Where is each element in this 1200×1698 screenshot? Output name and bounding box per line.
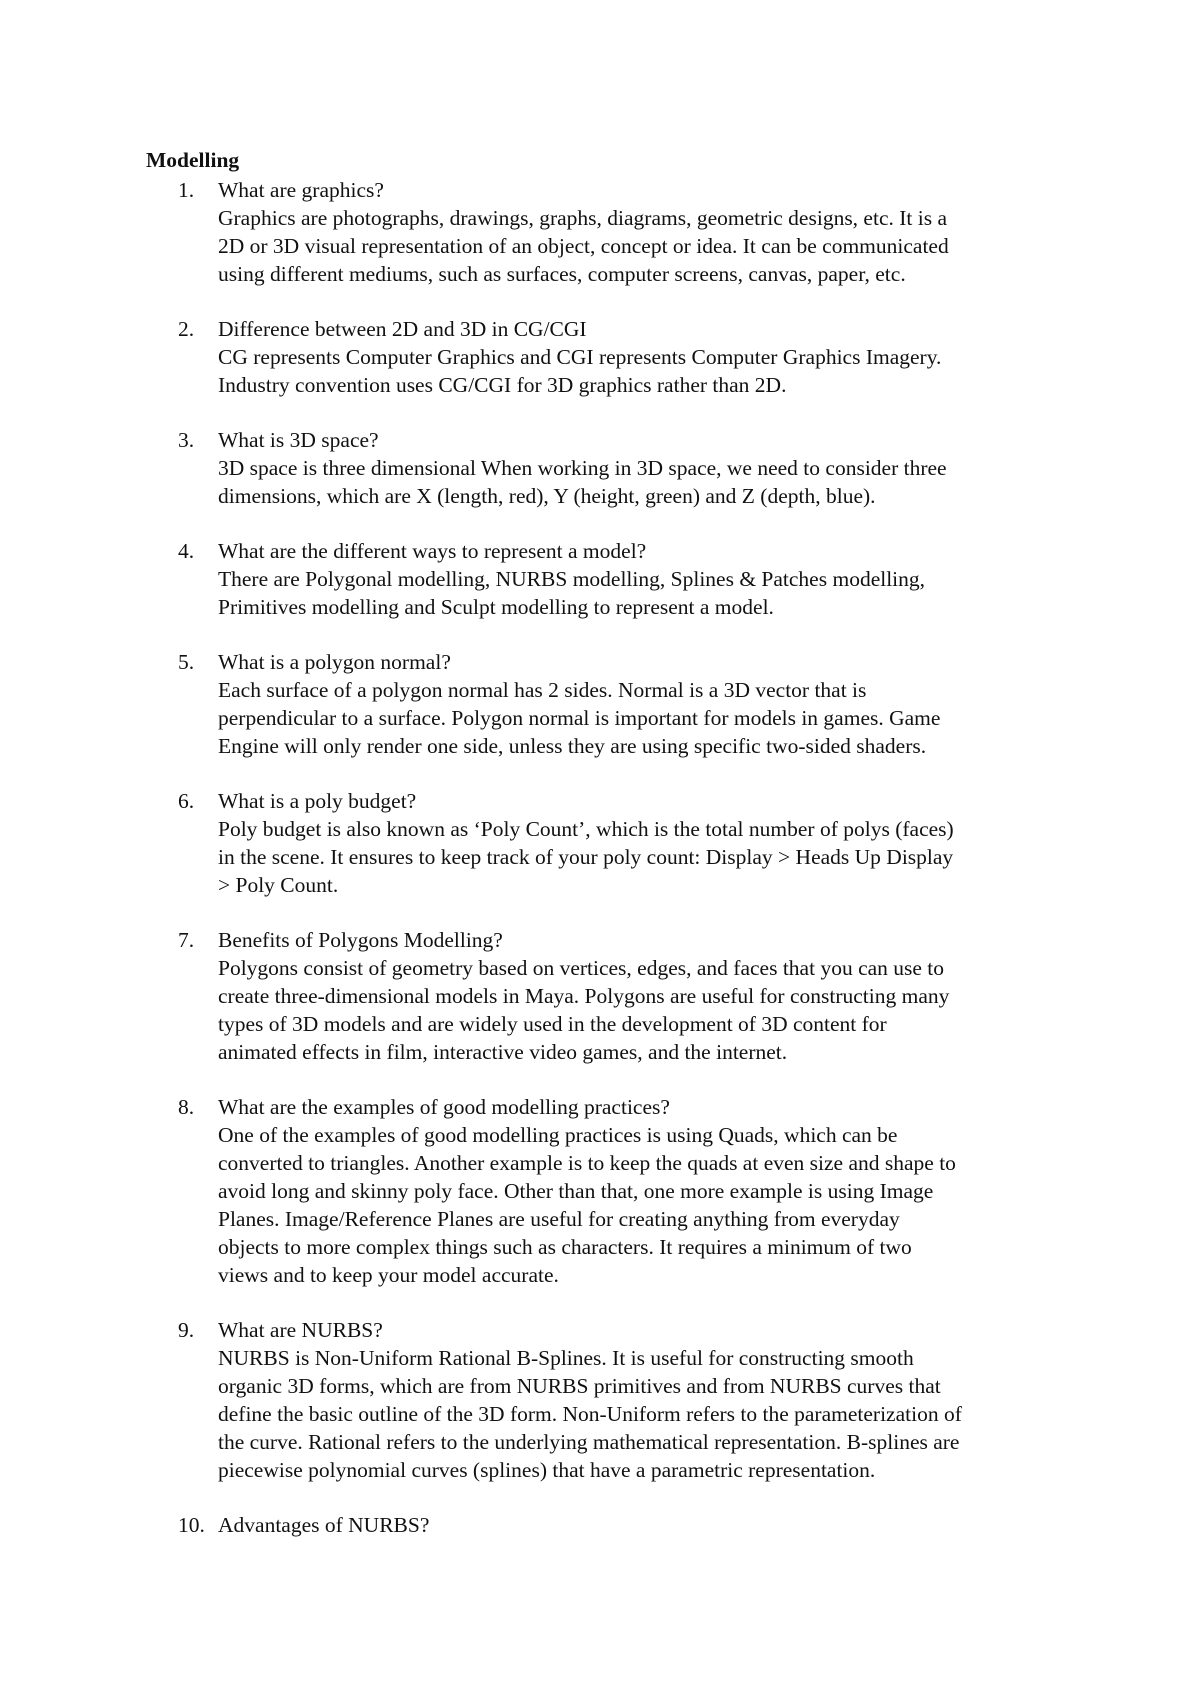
answer-line: the curve. Rational refers to the underlying mathematical representation. B-splines are [218,1430,960,1454]
item-number: 7. [178,928,195,952]
question-text: Advantages of NURBS? [218,1513,430,1537]
answer-line: animated effects in film, interactive video games, and the internet. [218,1040,788,1064]
item-number: 10. [178,1513,205,1537]
question-text: What are NURBS? [218,1318,383,1342]
question-text: What is a poly budget? [218,789,417,813]
question-text: Difference between 2D and 3D in CG/CGI [218,317,587,341]
list-item [146,1316,1076,1484]
question-text: What are the different ways to represent a model? [218,539,647,563]
answer-line: Engine will only render one side, unless they are using specific two-sided shaders. [218,734,927,758]
list-item [146,315,1076,399]
answer-line: in the scene. It ensures to keep track of your poly count: Display > Heads Up Display [218,845,954,869]
item-number: 2. [178,317,195,341]
answer-line: piecewise polynomial curves (splines) that have a parametric representation. [218,1458,876,1482]
question-text: What are graphics? [218,178,384,202]
answer-line: CG represents Computer Graphics and CGI represents Computer Graphics Imagery. [218,345,942,369]
answer-line: converted to triangles. Another example is to keep the quads at even size and shape to [218,1151,956,1175]
answer-line: Each surface of a polygon normal has 2 sides. Normal is a 3D vector that is [218,678,867,702]
list-item [146,787,1076,899]
item-number: 6. [178,789,195,813]
item-number: 3. [178,428,195,452]
item-number: 9. [178,1318,195,1342]
answer-line: There are Polygonal modelling, NURBS modelling, Splines & Patches modelling, [218,567,926,591]
answer-line: Industry convention uses CG/CGI for 3D graphics rather than 2D. [218,373,787,397]
list-item [146,426,1076,510]
answer-line: Polygons consist of geometry based on vertices, edges, and faces that you can use to [218,956,945,980]
answer-line: avoid long and skinny poly face. Other than that, one more example is using Image [218,1179,934,1203]
item-number: 8. [178,1095,195,1119]
answer-line: Planes. Image/Reference Planes are useful for creating anything from everyday [218,1207,900,1231]
item-number: 5. [178,650,195,674]
list-item [146,537,1076,621]
answer-line: perpendicular to a surface. Polygon normal is important for models in games. Game [218,706,941,730]
answer-line: Poly budget is also known as ‘Poly Count’, which is the total number of polys (faces) [218,817,954,841]
answer-line: > Poly Count. [218,873,339,897]
document-title: Modelling [146,148,240,172]
question-text: What is 3D space? [218,428,379,452]
list-item [146,176,1076,288]
answer-line: types of 3D models and are widely used in the development of 3D content for [218,1012,887,1036]
answer-line: 2D or 3D visual representation of an object, concept or idea. It can be communicated [218,234,949,258]
answer-line: views and to keep your model accurate. [218,1263,559,1287]
list-item [146,1093,1076,1289]
answer-line: objects to more complex things such as characters. It requires a minimum of two [218,1235,912,1259]
list-item [146,1511,1076,1539]
answer-line: NURBS is Non-Uniform Rational B-Splines. It is useful for constructing smooth [218,1346,914,1370]
answer-line: Graphics are photographs, drawings, graphs, diagrams, geometric designs, etc. It is a [218,206,948,230]
answer-line: create three-dimensional models in Maya. Polygons are useful for constructing many [218,984,950,1008]
question-text: What are the examples of good modelling practices? [218,1095,670,1119]
answer-line: using different mediums, such as surfaces, computer screens, canvas, paper, etc. [218,262,906,286]
item-number: 1. [178,178,195,202]
answer-line: 3D space is three dimensional When working in 3D space, we need to consider three [218,456,947,480]
document-content [146,146,1076,1539]
answer-line: One of the examples of good modelling practices is using Quads, which can be [218,1123,898,1147]
answer-line: define the basic outline of the 3D form. Non-Uniform refers to the parameterization of [218,1402,962,1426]
question-text: Benefits of Polygons Modelling? [218,928,503,952]
list-item [146,648,1076,760]
answer-line: organic 3D forms, which are from NURBS primitives and from NURBS curves that [218,1374,941,1398]
list-item [146,926,1076,1066]
question-list [146,176,1076,1539]
answer-line: dimensions, which are X (length, red), Y (height, green) and Z (depth, blue). [218,484,876,508]
answer-line: Primitives modelling and Sculpt modelling to represent a model. [218,595,774,619]
item-number: 4. [178,539,195,563]
question-text: What is a polygon normal? [218,650,451,674]
